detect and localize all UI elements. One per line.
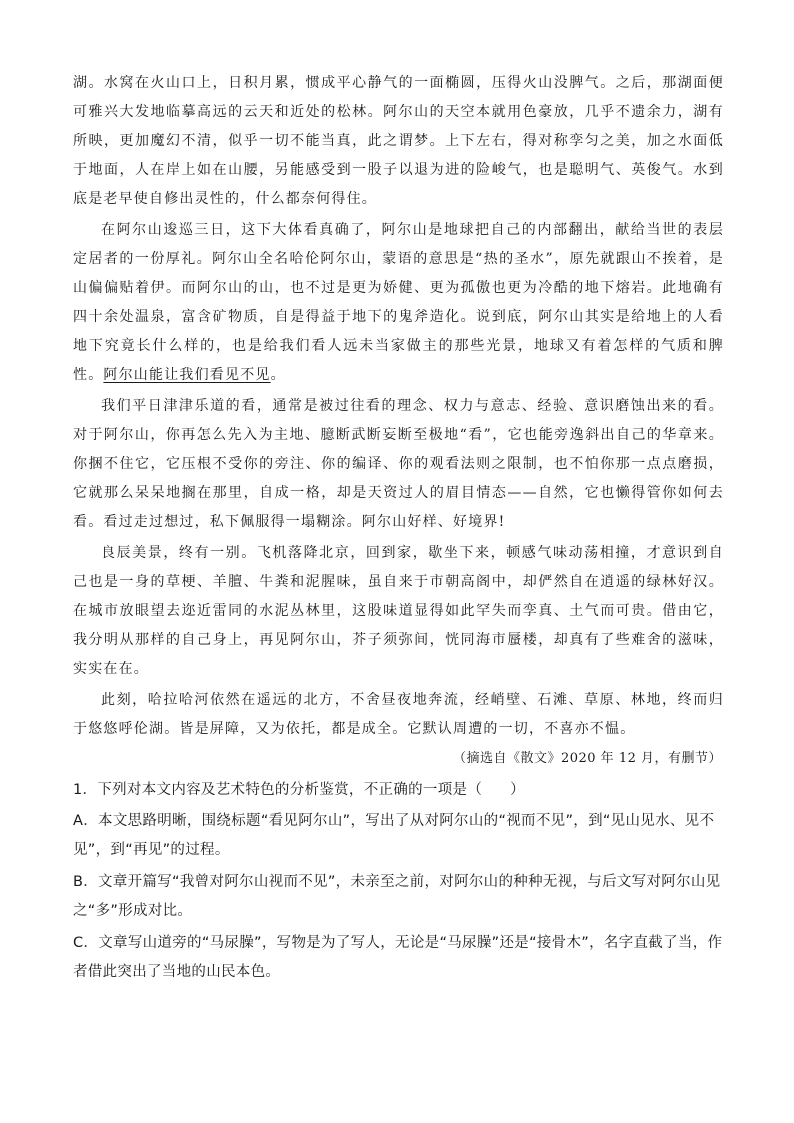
question-1-stem-text: 1．下列对本文内容及艺术特色的分析鉴赏，不正确的一项是（ — [73, 782, 483, 798]
source-citation: （摘选自《散文》2020 年 12 月，有删节） — [452, 751, 722, 766]
essay-paragraph-1: 湖。水窝在火山口上，日积月累，惯成平心静气的一面椭圆，压得火山没脾气。之后，那湖面便可雅兴大发地临摹高远的云天和近处的松林。阿尔山的天空本就用色豪放，几乎不遗余力，湖有所映，更加魔幻不清，似乎一切不能当真，此之谓梦。上下左右，得对称孪匀之美，加之水面低于地面，人在岸上如在山腰，另能感受到一股子以退为进的险峻气，也是聪明气、英俊气。水到底是老早使自修出灵性的，什么都奈何得住。 — [73, 75, 724, 207]
essay-body — [73, 69, 724, 744]
essay-paragraph-5: 此刻，哈拉哈河依然在遥远的北方，不舍昼夜地奔流，经峭壁、石滩、草原、林地，终而归于悠悠呼伦湖。皆是屏障，又为依托，都是成全。它默认周遭的一切，不喜亦不愠。 — [73, 692, 724, 737]
question-1-option-c: C．文章写山道旁的“马尿臊”，写物是为了写人，无论是“马尿臊”还是“接骨木”，名字直截了当，作者借此突出了当地的山民本色。 — [73, 935, 723, 980]
essay-paragraph-2-text: 在阿尔山逡巡三日，这下大体看真确了，阿尔山是地球把自己的内部翻出，献给当世的表层定居者的一份厚礼。阿尔山全名哈伦阿尔山，蒙语的意思是“热的圣水”，原先就跟山不挨着，是山偏偏贴着伊。而阿尔山的山，也不过是更为娇健、更为孤傲也更为冷酷的地下熔岩。此地确有四十余处温泉，富含矿物质，自是得益于地下的鬼斧造化。说到底，阿尔山其实是给地上的人看地下究竟长什么样的，也是给我们看人远未当家做主的那些光景，地球又有着怎样的气质和脾性。 — [73, 222, 724, 383]
question-1-option-a: A．本文思路明晰，围绕标题“看见阿尔山”，写出了从对阿尔山的“视而不见”，到“见山见水、见不见”，到“再见”的过程。 — [73, 813, 715, 858]
essay-paragraph-3: 我们平日津津乐道的看，通常是被过往看的理念、权力与意志、经验、意识磨蚀出来的看。对于阿尔山，你再怎么先入为主地、臆断武断妄断至极地“看”，它也能旁逸斜出自己的华章来。你捆不住它，它压根不受你的旁注、你的编译、你的观看法则之限制，也不怕你那一点点磨损，它就那么呆呆地搁在那里，自成一格，却是天资过人的眉目情态——自然，它也懒得管你如何去看。看过走过想过，私下佩服得一塌糊涂。阿尔山好样、好境界! — [73, 398, 724, 530]
question-1-stem — [73, 776, 724, 805]
essay-paragraph-2 — [73, 216, 724, 390]
question-1-stem-close: ） — [510, 782, 525, 798]
underlined-sentence: 阿尔山能让我们看见不见 — [103, 367, 271, 383]
essay-paragraph-2-end: 。 — [270, 367, 286, 383]
essay-paragraph-4: 良辰美景，终有一别。飞机落降北京，回到家，歇坐下来，顿感气味动荡相撞，才意识到自己也是一身的草梗、羊膻、牛粪和泥腥味，虽自来于市朝高阁中，却俨然自在逍遥的绿林好汉。在城市放眼望去迩近雷同的水泥丛林里，这股味道显得如此罕失而孪真、土气而可贵。借由它，我分明从那样的自己身上，再见阿尔山，芥子须弥间，恍同海市蜃楼，却真有了些难舍的滋味，实实在在。 — [73, 545, 724, 677]
question-1-option-b: B．文章开篇写“我曾对阿尔山视而不见”，未亲至之前，对阿尔山的种种无视，与后文写对阿尔山见之“多”形成对比。 — [73, 874, 721, 919]
question-section — [73, 776, 724, 987]
